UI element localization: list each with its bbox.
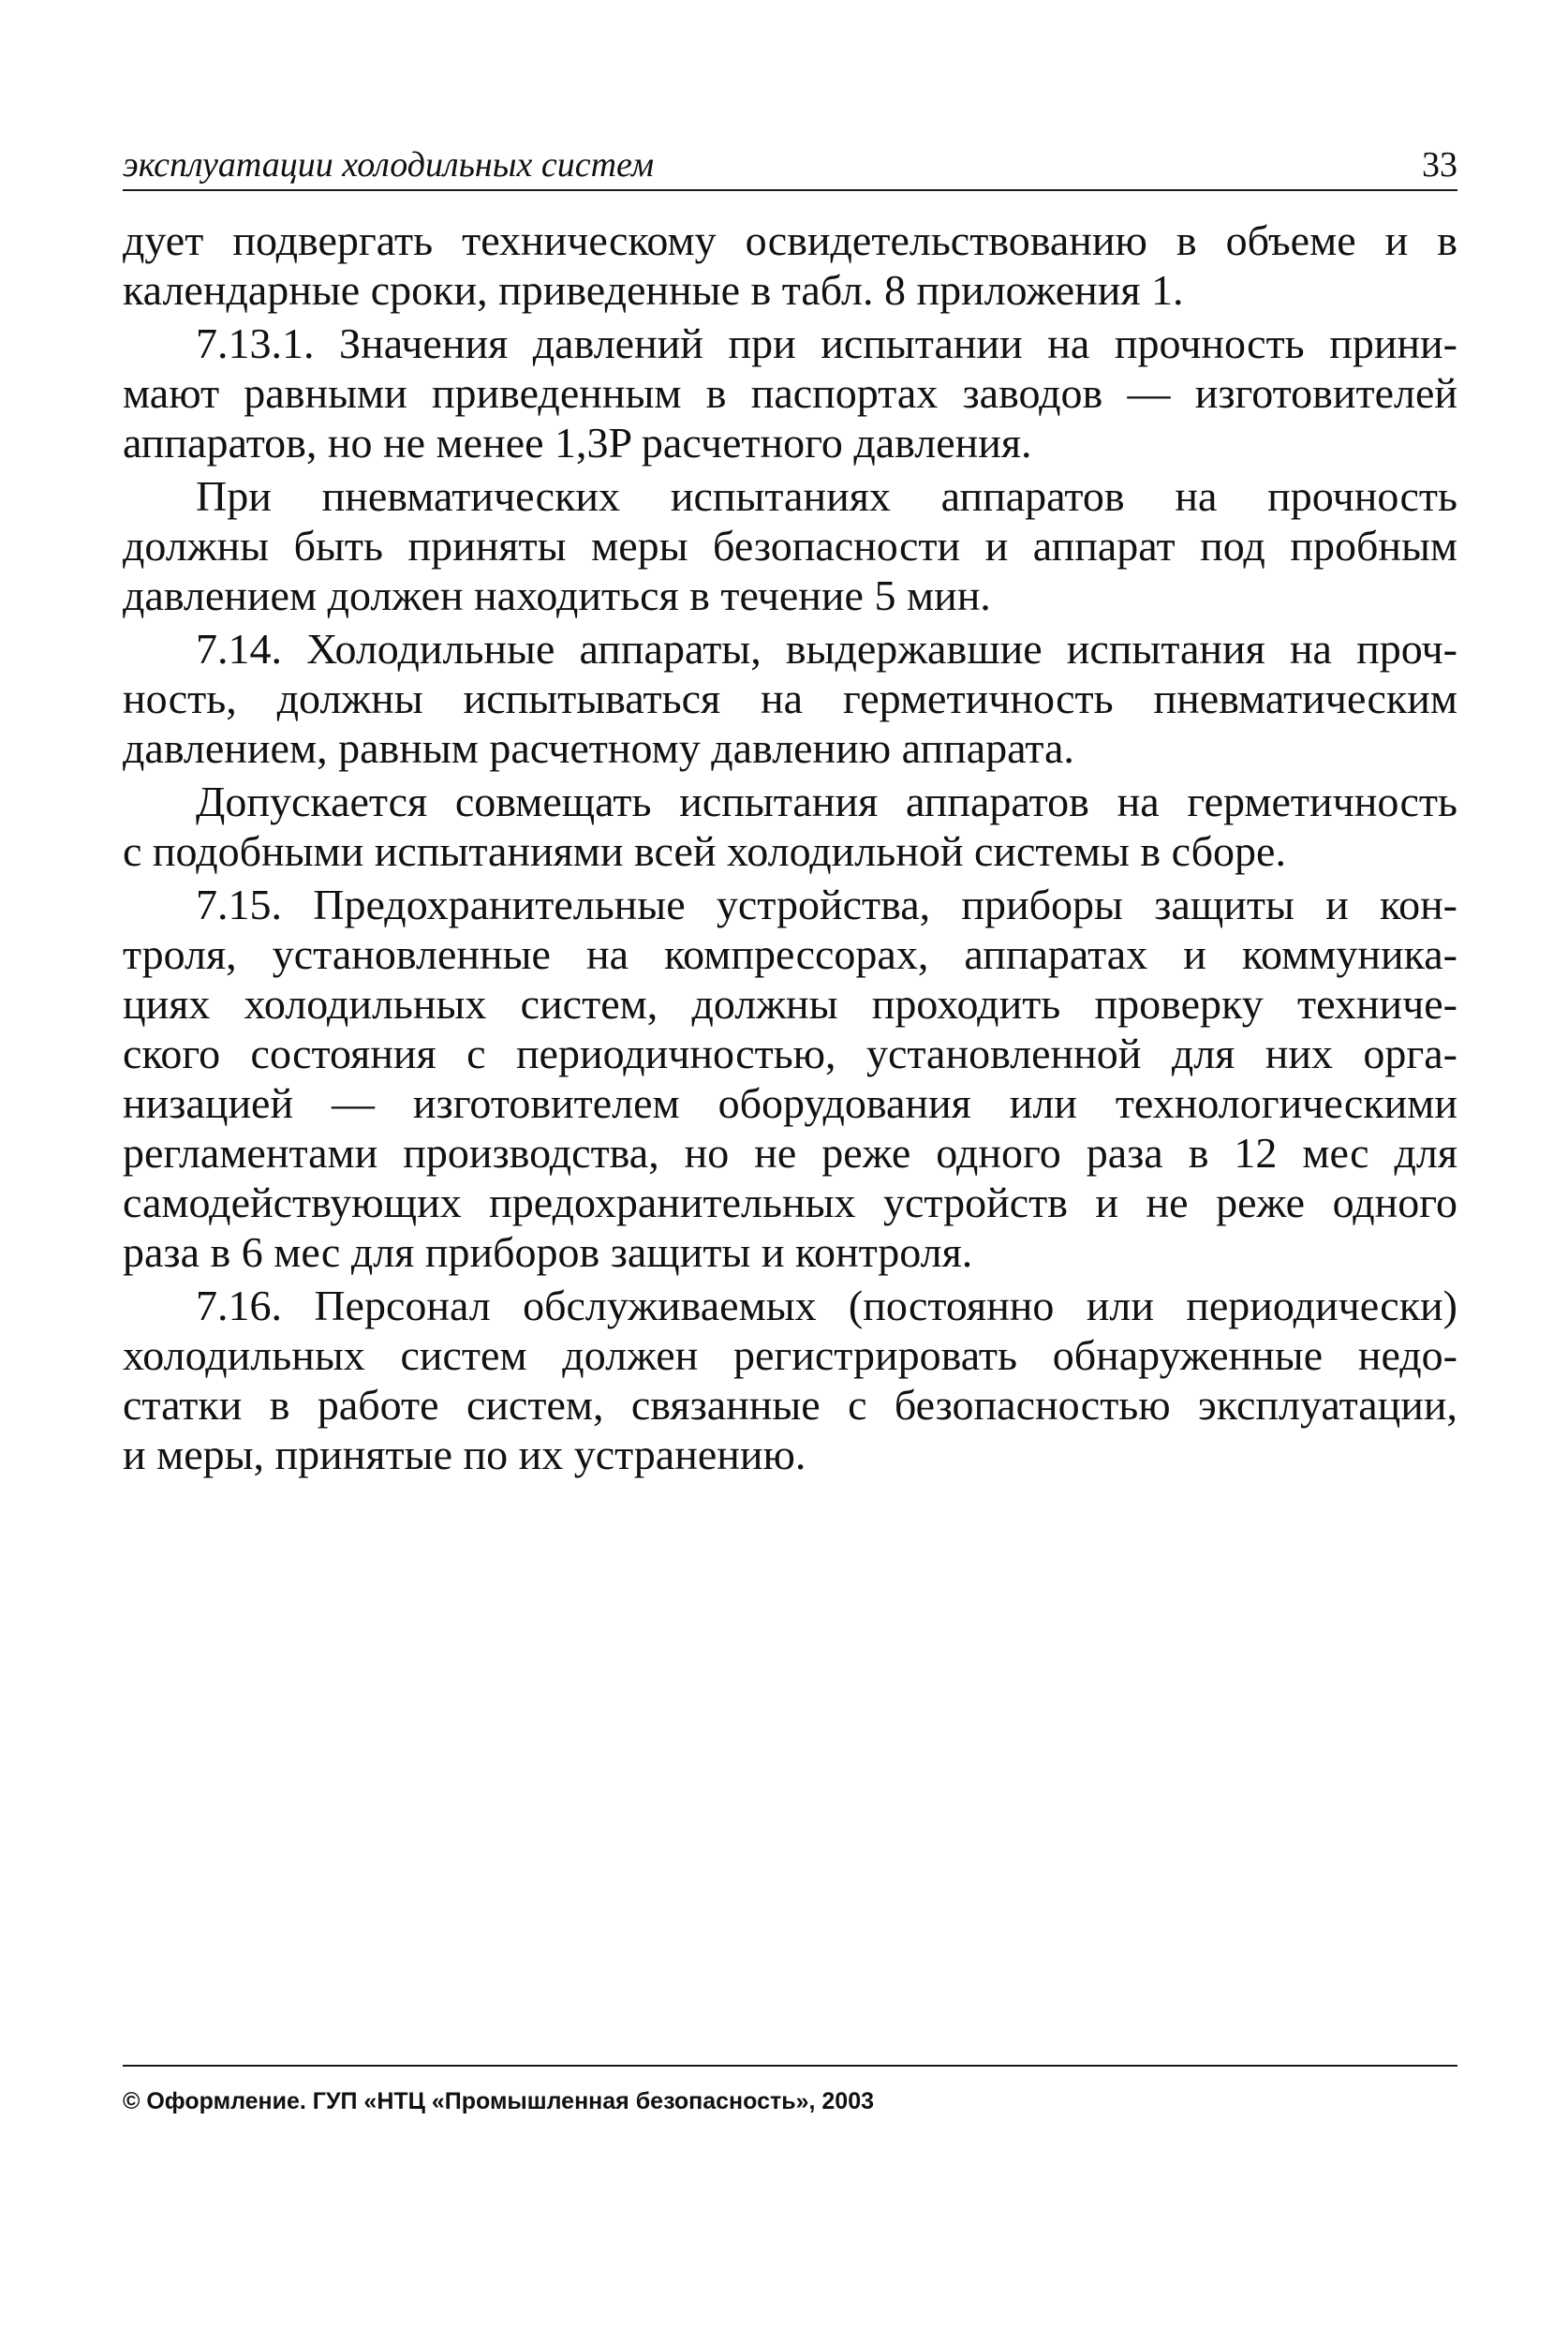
text-line: циях холодильных систем, должны проходить проверку техниче- xyxy=(123,980,1457,1028)
text-line: мают равными приведенным в паспортах заводов — изготовителей xyxy=(123,369,1457,417)
text-line: с подобными испытаниями всей холодильной системы в сборе. xyxy=(123,827,1286,875)
text-line: регламентами производства, но не реже одного раза в 12 мес для xyxy=(123,1129,1457,1177)
text-line: низацией — изготовителем оборудования или технологическими xyxy=(123,1079,1457,1127)
text-line: 7.15. Предохранительные устройства, приборы защиты и кон- xyxy=(196,881,1457,928)
page-number: 33 xyxy=(1422,145,1457,185)
paragraph-7-14 xyxy=(123,624,1457,773)
paragraph-combined-tests xyxy=(123,777,1457,876)
paragraph-continuation xyxy=(123,215,1457,315)
text-line: самодействующих предохранительных устройств и не реже одного xyxy=(123,1179,1457,1226)
paragraph-pneumatic-tests xyxy=(123,471,1457,620)
text-line: и меры, принятые по их устранению. xyxy=(123,1431,806,1478)
text-line: ность, должны испытываться на герметичность пневматическим xyxy=(123,675,1457,722)
paragraph-7-16 xyxy=(123,1281,1457,1479)
paragraph-7-15 xyxy=(123,880,1457,1277)
copyright-footer: © Оформление. ГУП «НТЦ «Промышленная безопасность», 2003 xyxy=(123,2088,875,2114)
text-line: давлением должен находиться в течение 5 мин. xyxy=(123,571,991,619)
text-line: статки в работе систем, связанные с безопасностью эксплуатации, xyxy=(123,1381,1457,1429)
text-line: 7.16. Персонал обслуживаемых (постоянно или периодически) xyxy=(196,1282,1457,1329)
footer-divider xyxy=(123,2065,1457,2067)
text-line: раза в 6 мес для приборов защиты и контроля. xyxy=(123,1228,973,1276)
text-line: давлением, равным расчетному давлению аппарата. xyxy=(123,724,1074,772)
text-line: При пневматических испытаниях аппаратов на прочность xyxy=(196,472,1457,520)
text-line: должны быть приняты меры безопасности и аппарат под пробным xyxy=(123,522,1457,570)
text-line: аппаратов, но не менее 1,3P расчетного давления. xyxy=(123,419,1032,467)
text-line: холодильных систем должен регистрировать обнаруженные недо- xyxy=(123,1331,1457,1379)
text-line: календарные сроки, приведенные в табл. 8 приложения 1. xyxy=(123,266,1184,314)
page-header xyxy=(123,141,1457,191)
running-header-title: эксплуатации холодильных систем xyxy=(123,145,655,185)
text-line: 7.13.1. Значения давлений при испытании на прочность прини- xyxy=(196,319,1457,367)
text-line: Допускается совмещать испытания аппаратов на герметичность xyxy=(196,778,1457,825)
text-line: 7.14. Холодильные аппараты, выдержавшие испытания на проч- xyxy=(196,625,1457,673)
text-line: дует подвергать техническому освидетельствованию в объеме и в xyxy=(123,216,1457,264)
paragraph-7-13-1 xyxy=(123,319,1457,467)
body-text xyxy=(123,215,1457,1483)
text-line: троля, установленные на компрессорах, аппаратах и коммуника- xyxy=(123,930,1457,978)
text-line: ского состояния с периодичностью, установленной для них орга- xyxy=(123,1030,1457,1077)
